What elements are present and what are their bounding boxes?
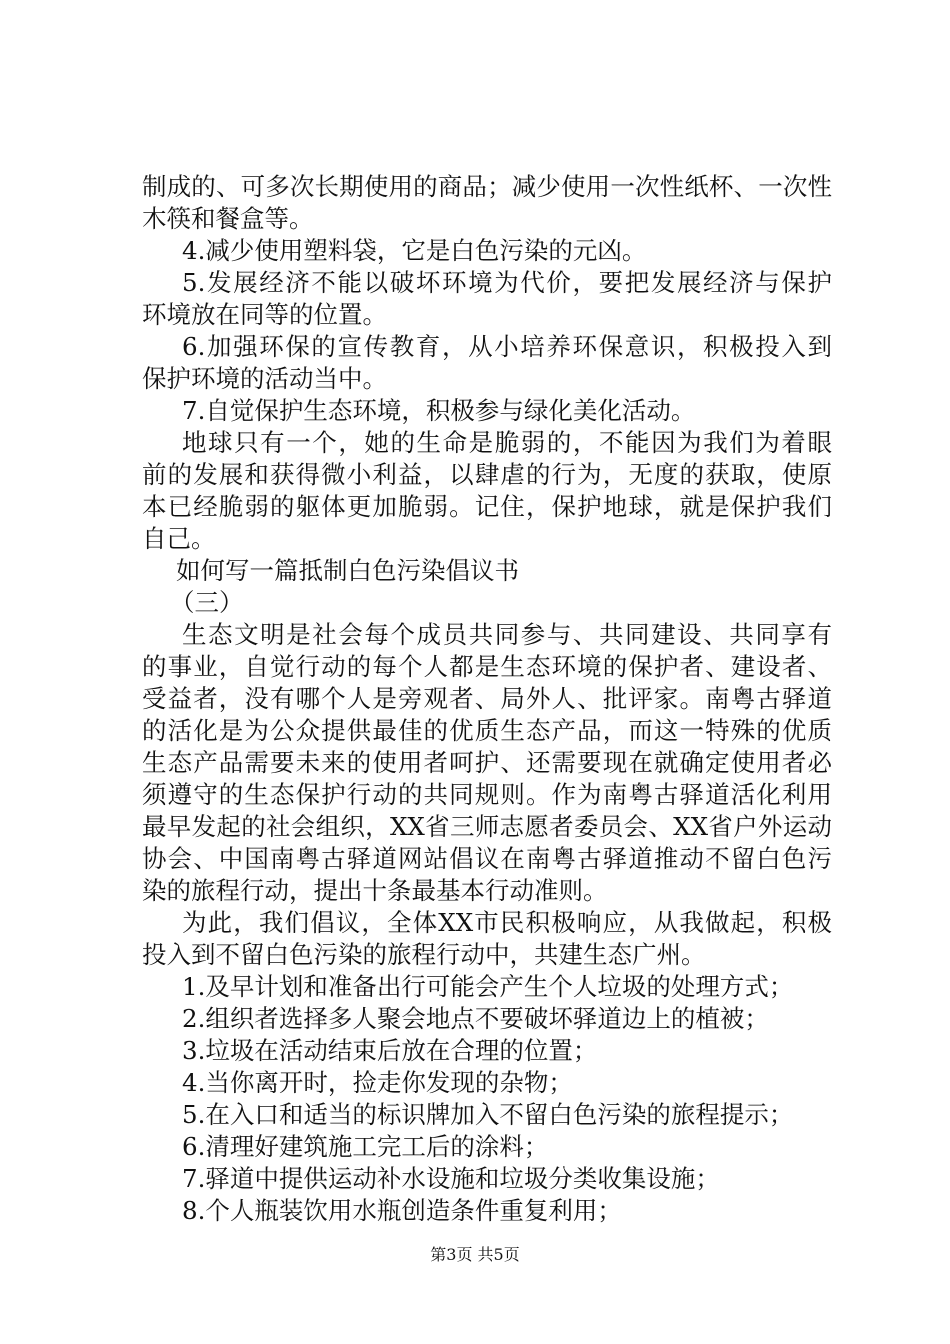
text-line: 保护环境的活动当中。 [142,364,387,393]
list-item: 5.发展经济不能以破坏环境为代价，要把发展经济与保护 [182,268,832,297]
text-line: 染的旅程行动，提出十条最基本行动准则。 [142,876,608,905]
paragraph-line: 为此，我们倡议，全体XX市民积极响应，从我做起，积极 [182,908,832,937]
list-item: 4.当你离开时，捡走你发现的杂物； [182,1068,573,1097]
list-item: 6.加强环保的宣传教育，从小培养环保意识，积极投入到 [182,332,832,361]
text-line: 生态产品需要未来的使用者呵护、还需要现在就确定使用者必 [142,748,832,777]
list-item: 4.减少使用塑料袋，它是白色污染的元凶。 [182,236,647,265]
text-line: 自己。 [142,524,216,553]
list-item: 7.驿道中提供运动补水设施和垃圾分类收集设施； [182,1164,720,1193]
text-line: 环境放在同等的位置。 [142,300,387,329]
page-number: 第3页 共5页 [430,1245,520,1264]
section-title: 如何写一篇抵制白色污染倡议书 [176,556,519,585]
list-item: 5.在入口和适当的标识牌加入不留白色污染的旅程提示； [182,1100,794,1129]
list-item: 1.及早计划和准备出行可能会产生个人垃圾的处理方式； [182,972,794,1001]
text-line: 受益者，没有哪个人是旁观者、局外人、批评家。南粤古驿道 [142,684,832,713]
list-item: 2.组织者选择多人聚会地点不要破坏驿道边上的植被； [182,1004,769,1033]
text-line: 木筷和餐盒等。 [142,204,314,233]
paragraph-line: 生态文明是社会每个成员共同参与、共同建设、共同享有 [182,620,832,649]
document-body [142,171,832,1227]
text-line: 最早发起的社会组织，XX省三师志愿者委员会、XX省户外运动 [142,812,832,841]
list-item: 3.垃圾在活动结束后放在合理的位置； [182,1036,598,1065]
list-item: 8.个人瓶装饮用水瓶创造条件重复利用； [182,1196,622,1225]
text-line: 制成的、可多次长期使用的商品；减少使用一次性纸杯、一次性 [142,172,832,201]
list-item: 7.自觉保护生态环境，积极参与绿化美化活动。 [182,396,696,425]
text-line: 须遵守的生态保护行动的共同规则。作为南粤古驿道活化利用 [142,780,832,809]
section-number: （三） [170,588,244,617]
text-line: 本已经脆弱的躯体更加脆弱。记住，保护地球，就是保护我们 [142,492,832,521]
text-line: 的活化是为公众提供最佳的优质生态产品，而这一特殊的优质 [142,716,832,745]
text-line: 前的发展和获得微小利益，以肆虐的行为，无度的获取，使原 [142,460,832,489]
paragraph-line: 地球只有一个，她的生命是脆弱的，不能因为我们为着眼 [182,428,832,457]
text-line: 投入到不留白色污染的旅程行动中，共建生态广州。 [142,940,706,969]
text-line: 协会、中国南粤古驿道网站倡议在南粤古驿道推动不留白色污 [142,844,832,873]
text-line: 的事业，自觉行动的每个人都是生态环境的保护者、建设者、 [142,652,832,681]
list-item: 6.清理好建筑施工完工后的涂料； [182,1132,549,1161]
